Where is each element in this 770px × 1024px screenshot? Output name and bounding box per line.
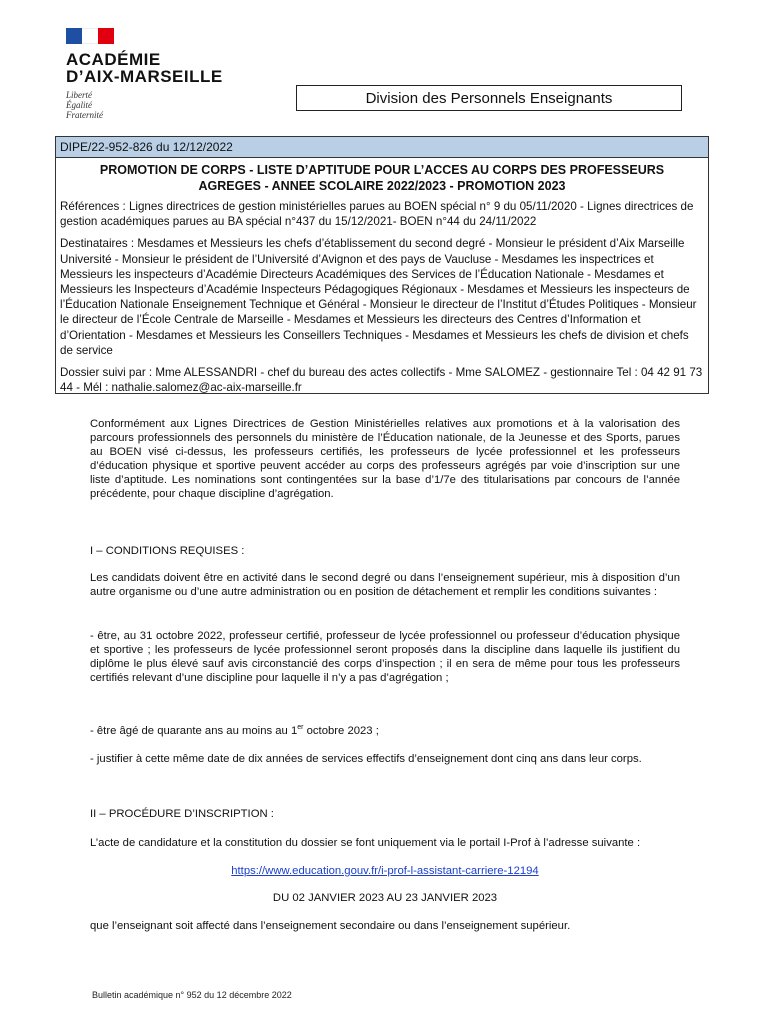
title-line2: AGREGES - ANNEE SCOLAIRE 2022/2023 - PROMOTION 2023 [198,179,566,193]
institution-name-line1: ACADÉMIE [66,50,161,69]
republic-motto [66,90,236,120]
reference-number: DIPE/22-952-826 du 12/12/2022 [56,137,708,158]
registration-dates: DU 02 JANVIER 2023 AU 23 JANVIER 2023 [272,892,498,904]
motto-egalite: Égalité [66,100,92,110]
footer-bulletin: Bulletin académique n° 952 du 12 décembre 2022 [92,990,292,1000]
motto-fraternite: Fraternité [66,110,103,120]
condition-2 [90,721,680,739]
academy-logo [66,28,236,120]
marianne-flag-icon [66,28,114,44]
section1-heading: I – CONDITIONS REQUISES : [90,545,245,557]
assignment-text: que l’enseignant soit affecté dans l’enseignement secondaire ou dans l’enseignement supérieur. [90,920,571,932]
condition-2-superscript: er [297,724,304,731]
condition-2-start: - être âgé de quarante ans au moins au 1 [90,724,298,737]
recipients-text: Destinataires : Mesdames et Messieurs les chefs d’établissement du second degré - Monsieur le président d’Aix Marseille Université - Monsieur le président de l’Université d’Avignon et des pays de Vaucluse - Mesdames les inspectrices et Messieurs les inspecteurs d’Académie Directeurs Académiques des Services de l’Éducation Nationale - Mesdames et Messieurs les Inspecteurs d’Académie Inspecteurs Pédagogiques Régionaux - Mesdames et Messieurs les inspecteurs de l’Éducation Nationale Enseignement Technique et Général - Monsieur le directeur de l’Institut d’Études Politiques - Monsieur le directeur de l’École Centrale de Marseille - Mesdames et Messieurs les directeurs des Centres d’Information et d’Orientation - Mesdames et Messieurs les Conseillers Techniques - Mesdames et Messieurs les chefs de division et chefs de service [60,237,697,357]
iprof-link[interactable]: https://www.education.gouv.fr/i-prof-l-assistant-carriere-12194 [231,865,539,877]
division-title: Division des Personnels Enseignants [296,85,682,111]
references-text: Références : Lignes directrices de gestion ministérielles parues au BOEN spécial n° 9 du 05/11/2020 - Lignes directrices de gestion académiques parues au BA spécial n°437 du 15/12/2021- BOEN n°44 du 24/11/2022 [60,200,694,229]
condition-1: - être, au 31 octobre 2022, professeur certifié, professeur de lycée professionnel ou professeur d’éducation physique et sportive ; les professeurs de lycée professionnel seront proposés dans la discipline dans laquelle ils justifient du diplôme le plus élevé sauf avis circonstancié des corps d’inspection ; il en sera de même pour tous les professeurs certifiés relevant d’une discipline pour laquelle il n’y a pas d’agrégation ; [90,630,680,684]
section2-heading: II – PROCÉDURE D’INSCRIPTION : [90,808,274,820]
institution-name-line2: D’AIX-MARSEILLE [66,67,223,86]
section2-paragraph: L’acte de candidature et la constitution du dossier se font uniquement via le portail I-Prof à l’adresse suivante : [90,837,641,849]
title-line1: PROMOTION DE CORPS - LISTE D’APTITUDE POUR L’ACCES AU CORPS DES PROFESSEURS [99,163,665,177]
motto-liberte: Liberté [66,90,92,100]
condition-2-end: octobre 2023 ; [303,724,379,737]
condition-3: - justifier à cette même date de dix années de services effectifs d’enseignement dont cinq ans dans leur corps. [90,753,642,765]
contact-text: Dossier suivi par : Mme ALESSANDRI - chef du bureau des actes collectifs - Mme SALOMEZ - gestionnaire Tel : 04 42 91 73 44 - Mél : nathalie.salomez@ac-aix-marseille.fr [60,366,703,395]
intro-paragraph: Conformément aux Lignes Directrices de Gestion Ministérielles relatives aux promotions et à la valorisation des parcours professionnels des personnels du ministère de l’Éducation nationale, de la Jeunesse et des Sports, parues au BOEN visé ci-dessus, les professeurs certifiés, les professeurs de lycée professionnel et les professeurs d’éducation physique et sportive peuvent accéder au corps des professeurs agrégés par voie d’inscription sur une liste d’aptitude. Les nominations sont contingentées sur la base d’1/7e des titularisations par concours de l’année précédente, pour chaque discipline d’agrégation. [90,418,680,500]
circular-title [56,158,708,194]
circular-info-box [55,136,709,394]
section1-paragraph: Les candidats doivent être en activité dans le second degré ou dans l’enseignement supérieur, mis à disposition d’un autre organisme ou d’une autre administration ou en position de détachement et remplir les conditions suivantes : [90,572,680,598]
